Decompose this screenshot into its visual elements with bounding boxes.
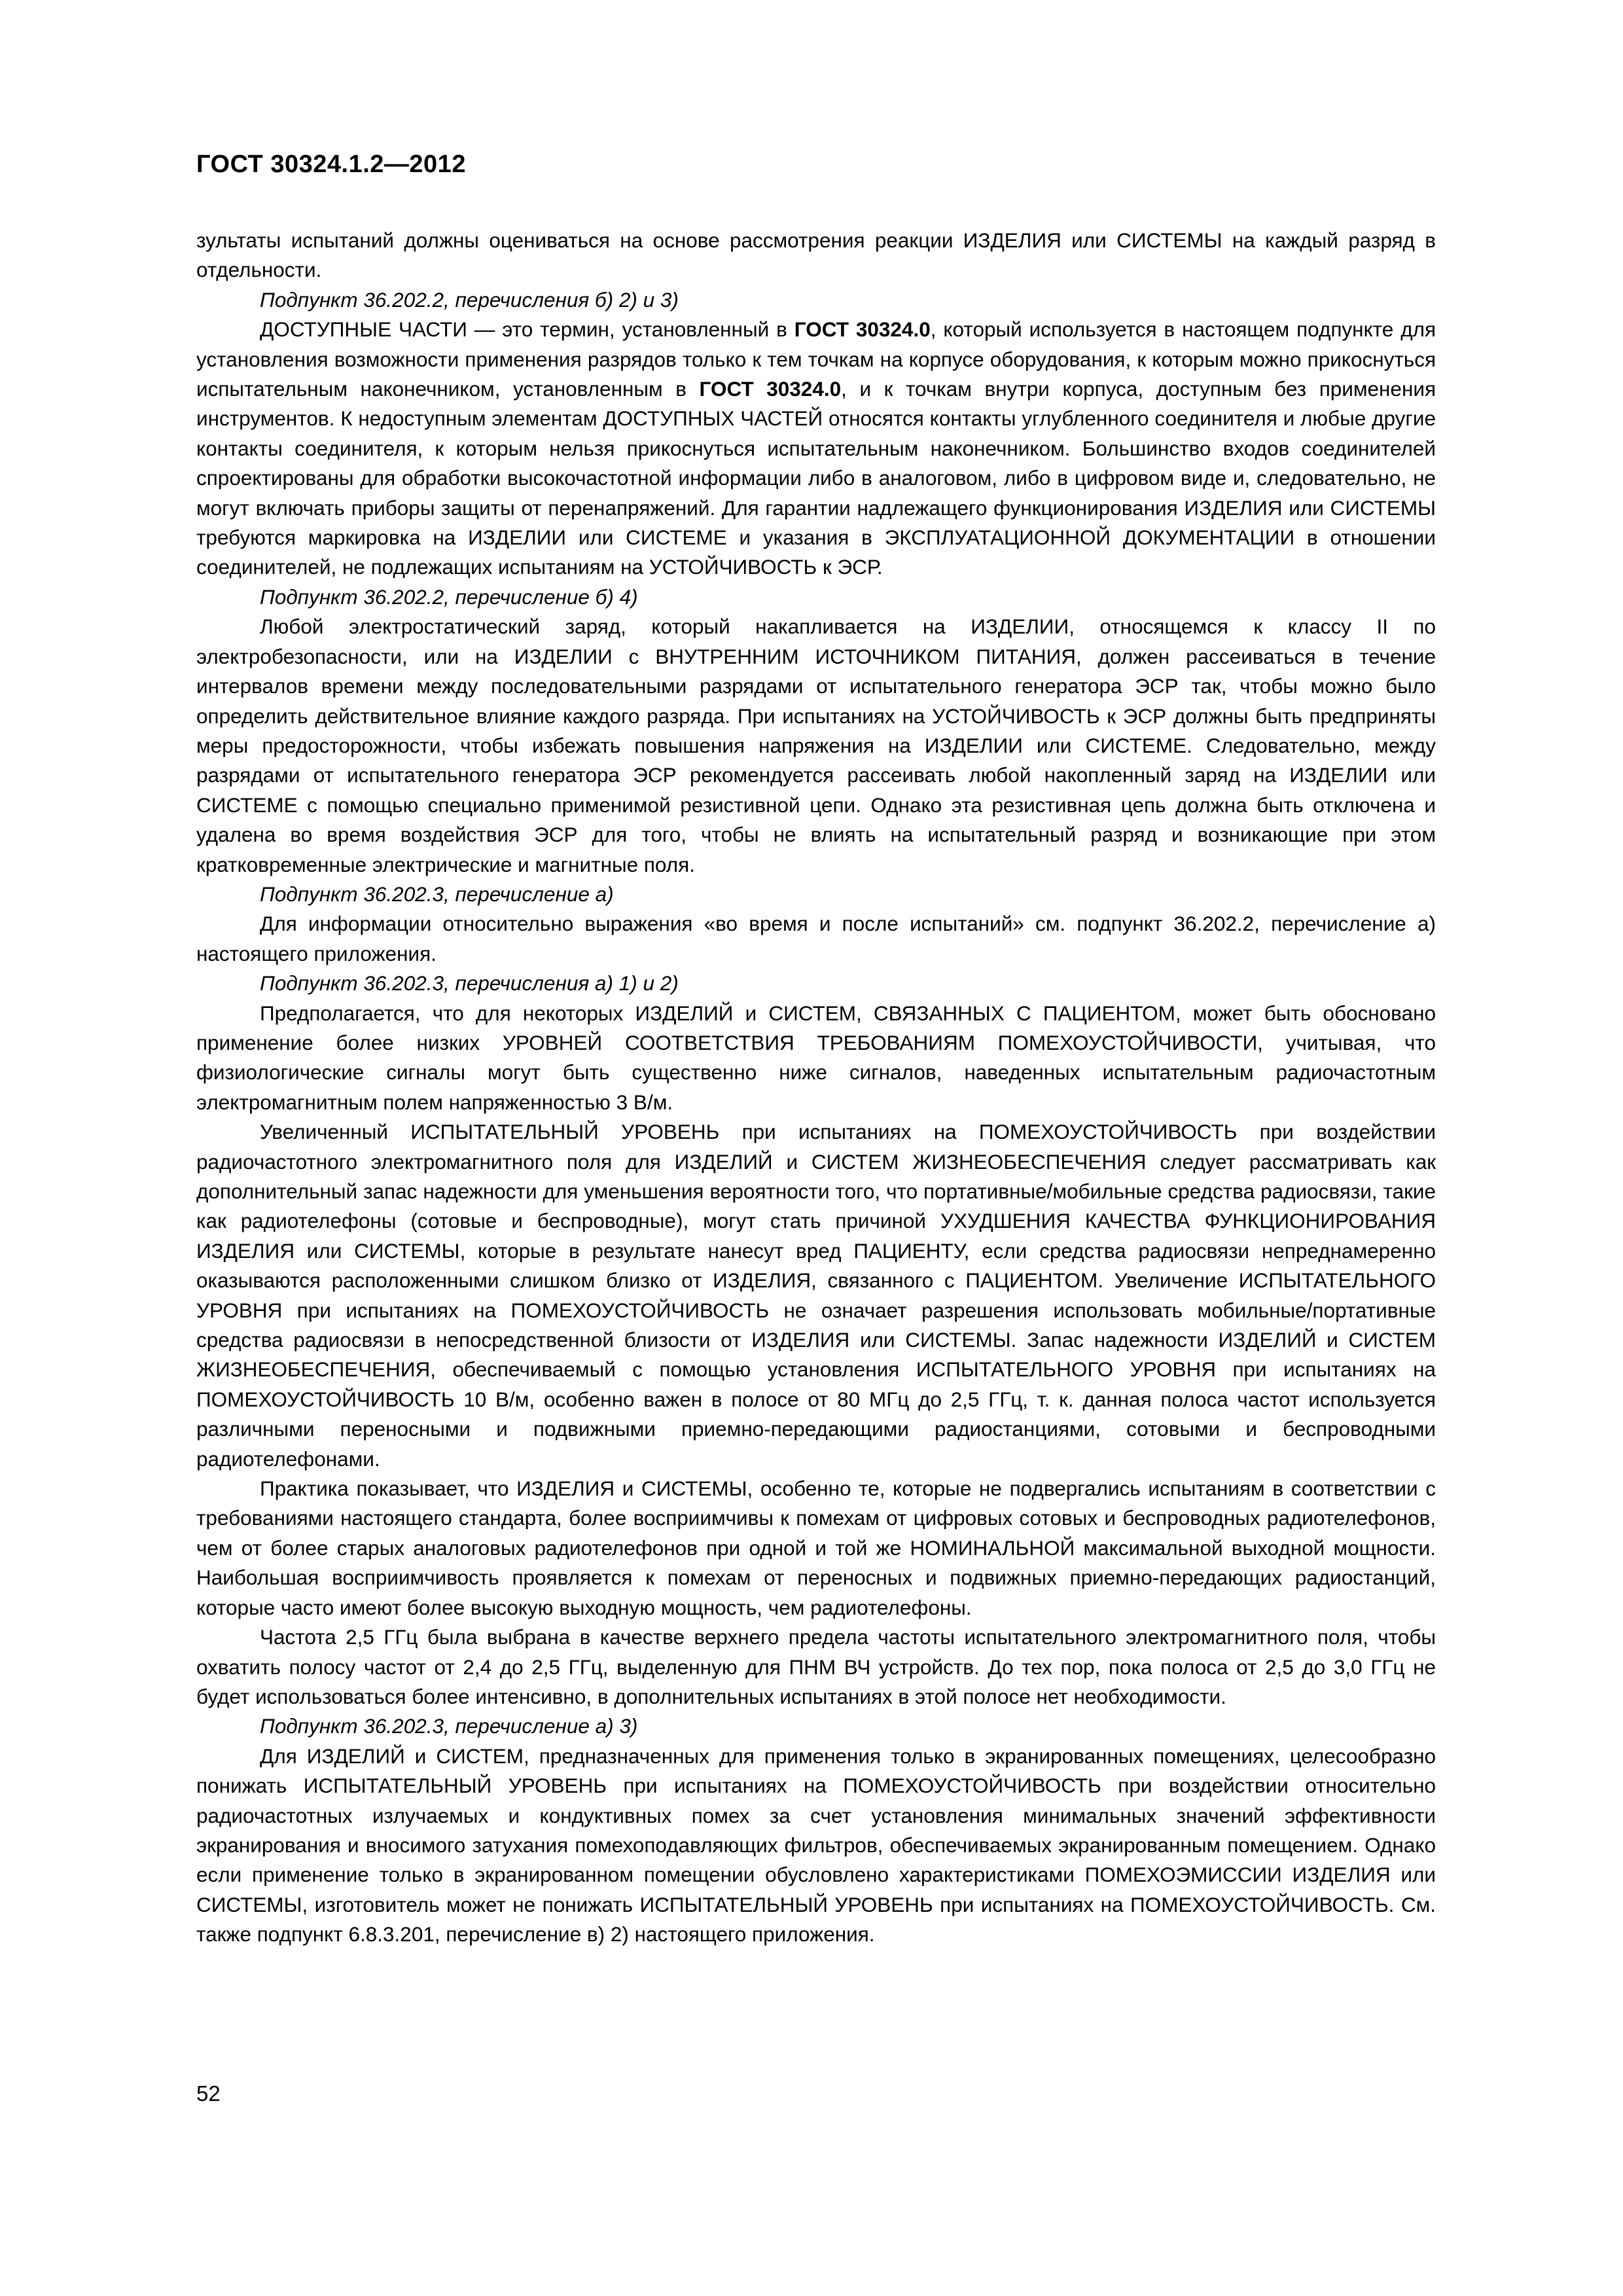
paragraph — [196, 315, 1436, 583]
text-segment: Увеличенный ИСПЫТАТЕЛЬНЫЙ УРОВЕНЬ при испытаниях на ПОМЕХОУСТОЙЧИВОСТЬ при воздействии радиочастотного электромагнитного поля для ИЗДЕЛИЙ и СИСТЕМ ЖИЗНЕОБЕСПЕЧЕНИЯ следует рассматривать как дополнительный запас надежности для уменьшения вероятности того, что портативные/мобильные средства радиосвязи, такие как радиотелефоны (сотовые и беспроводные), могут стать причиной УХУДШЕНИЯ КАЧЕСТВА ФУНКЦИОНИРОВАНИЯ ИЗДЕЛИЯ или СИСТЕМЫ, которые в результате нанесут вред ПАЦИЕНТУ, если средства радиосвязи непреднамеренно оказываются расположенными слишком близко от ИЗДЕЛИЯ, связанного с ПАЦИЕНТОМ. Увеличение ИСПЫТАТЕЛЬНОГО УРОВНЯ при испытаниях на ПОМЕХОУСТОЙЧИВОСТЬ не означает разрешения использовать мобильные/портативные средства радиосвязи в непосредственной близости от ИЗДЕЛИЯ или СИСТЕМЫ. Запас надежности ИЗДЕЛИЙ и СИСТЕМ ЖИЗНЕОБЕСПЕЧЕНИЯ, обеспечиваемый с помощью установления ИСПЫТАТЕЛЬНОГО УРОВНЯ при испытаниях на ПОМЕХОУСТОЙЧИВОСТЬ 10 В/м, особенно важен в полосе от 80 МГц до 2,5 ГГц, т. к. данная полоса частот используется различными переносными и подвижными приемно-передающими радиостанциями, сотовыми и беспроводными радиотелефонами. — [196, 1120, 1436, 1471]
paragraph — [196, 909, 1436, 969]
paragraph — [196, 1623, 1436, 1712]
clause-reference: Подпункт 36.202.3, перечисление а) 3) — [260, 1714, 638, 1738]
text-segment: Практика показывает, что ИЗДЕЛИЯ и СИСТЕМЫ, особенно те, которые не подвергались испытаниям в соответствии с требованиями настоящего стандарта, более восприимчивы к помехам от цифровых сотовых и беспроводных радиотелефонов, чем от более старых аналоговых радиотелефонов при одной и той же НОМИНАЛЬНОЙ максимальной выходной мощности. Наибольшая восприимчивость проявляется к помехам от переносных и подвижных приемно-передающих радиостанций, которые часто имеют более высокую выходную мощность, чем радиотелефоны. — [196, 1477, 1436, 1619]
paragraph — [196, 1117, 1436, 1474]
paragraph — [196, 1742, 1436, 1950]
text-segment: ДОСТУПНЫЕ ЧАСТИ — это термин, установленный в — [260, 317, 794, 342]
paragraph — [196, 999, 1436, 1118]
text-segment: Для ИЗДЕЛИЙ и СИСТЕМ, предназначенных для применения только в экранированных помещениях, целесообразно понижать ИСПЫТАТЕЛЬНЫЙ УРОВЕНЬ при испытаниях на ПОМЕХОУСТОЙЧИВОСТЬ при воздействии относительно радиочастотных излучаемых и кондуктивных помех за счет установления минимальных значений эффективности экранирования и вносимого затухания помехоподавляющих фильтров, обеспечиваемых экранированным помещением. Однако если применение только в экранированном помещении обусловлено характеристиками ПОМЕХОЭМИССИИ ИЗДЕЛИЯ или СИСТЕМЫ, изготовитель может не понижать ИСПЫТАТЕЛЬНЫЙ УРОВЕНЬ при испытаниях на ПОМЕХОУСТОЙЧИВОСТЬ. См. также подпункт 6.8.3.201, перечисление в) 2) настоящего приложения. — [196, 1744, 1436, 1946]
paragraph — [196, 612, 1436, 880]
text-segment: Любой электростатический заряд, который накапливается на ИЗДЕЛИИ, относящемся к классу II по электробезопасности, или на ИЗДЕЛИИ с ВНУТРЕННИМ ИСТОЧНИКОМ ПИТАНИЯ, должен рассеиваться в течение интервалов времени между последовательными разрядами от испытательного генератора ЭСР так, чтобы можно было определить действительное влияние каждого разряда. При испытаниях на УСТОЙЧИВОСТЬ к ЭСР должны быть предприняты меры предосторожности, чтобы избежать повышения напряжения на ИЗДЕЛИИ или СИСТЕМЕ. Следовательно, между разрядами от испытательного генератора ЭСР рекомендуется рассеивать любой накопленный заряд на ИЗДЕЛИИ или СИСТЕМЕ с помощью специально применимой резистивной цепи. Однако эта резистивная цепь должна быть отключена и удалена во время воздействия ЭСР для того, чтобы не влиять на испытательный разряд и возникающие при этом кратковременные электрические и магнитные поля. — [196, 615, 1436, 876]
clause-reference: Подпункт 36.202.3, перечисление а) — [260, 882, 614, 906]
document-body — [196, 226, 1436, 1950]
clause-reference: Подпункт 36.202.3, перечисления а) 1) и 2) — [260, 971, 679, 996]
clause-reference: Подпункт 36.202.2, перечисление б) 4) — [260, 584, 638, 609]
text-segment: Предполагается, что для некоторых ИЗДЕЛИЙ и СИСТЕМ, СВЯЗАННЫХ С ПАЦИЕНТОМ, может быть обосновано применение более низких УРОВНЕЙ СООТВЕТСТВИЯ ТРЕБОВАНИЯМ ПОМЕХОУСТОЙЧИВОСТИ, учитывая, что физиологические сигналы могут быть существенно ниже сигналов, наведенных испытательным радиочастотным электромагнитным полем напряженностью 3 В/м. — [196, 1001, 1436, 1114]
page-number: 52 — [196, 2081, 221, 2106]
text-segment: , который используется в настоящем подпункте для установления возможности применения разрядов только к тем точкам на корпусе оборудования, к которым можно прикоснуться испытательным наконечником, установленным в — [196, 317, 1436, 401]
paragraph — [196, 1474, 1436, 1623]
text-segment: Для информации относительно выражения «во время и после испытаний» см. подпункт 36.202.2, перечисление а) настоящего приложения. — [196, 912, 1436, 965]
clause-reference: Подпункт 36.202.2, перечисления б) 2) и 3) — [260, 287, 679, 312]
document-header: ГОСТ 30324.1.2—2012 — [196, 151, 466, 178]
text-segment: Частота 2,5 ГГц была выбрана в качестве верхнего предела частоты испытательного электромагнитного поля, чтобы охватить полосу частот от 2,4 до 2,5 ГГц, выделенную для ПНМ ВЧ устройств. До тех пор, пока полоса от 2,5 до 3,0 ГГц не будет использоваться более интенсивно, в дополнительных испытаниях в этой полосе нет необходимости. — [196, 1625, 1436, 1708]
standard-reference: ГОСТ 30324.0 — [794, 317, 931, 342]
continued-paragraph: зультаты испытаний должны оцениваться на основе рассмотрения реакции ИЗДЕЛИЯ или СИСТЕМЫ на каждый разряд в отдельности. — [196, 228, 1436, 282]
text-segment: , и к точкам внутри корпуса, доступным без применения инструментов. К недоступным элементам ДОСТУПНЫХ ЧАСТЕЙ относятся контакты углубленного соединителя и любые другие контакты соединителя, к которым нельзя прикоснуться испытательным наконечником. Большинство входов соединителей спроектированы для обработки высокочастотной информации либо в аналоговом, либо в цифровом виде и, следовательно, не могут включать приборы защиты от перенапряжений. Для гарантии надлежащего функционирования ИЗДЕЛИЯ или СИСТЕМЫ требуются маркировка на ИЗДЕЛИИ или СИСТЕМЕ и указания в ЭКСПЛУАТАЦИОННОЙ ДОКУМЕНТАЦИИ в отношении соединителей, не подлежащих испытаниям на УСТОЙЧИВОСТЬ к ЭСР. — [196, 377, 1436, 579]
standard-reference: ГОСТ 30324.0 — [699, 377, 842, 401]
